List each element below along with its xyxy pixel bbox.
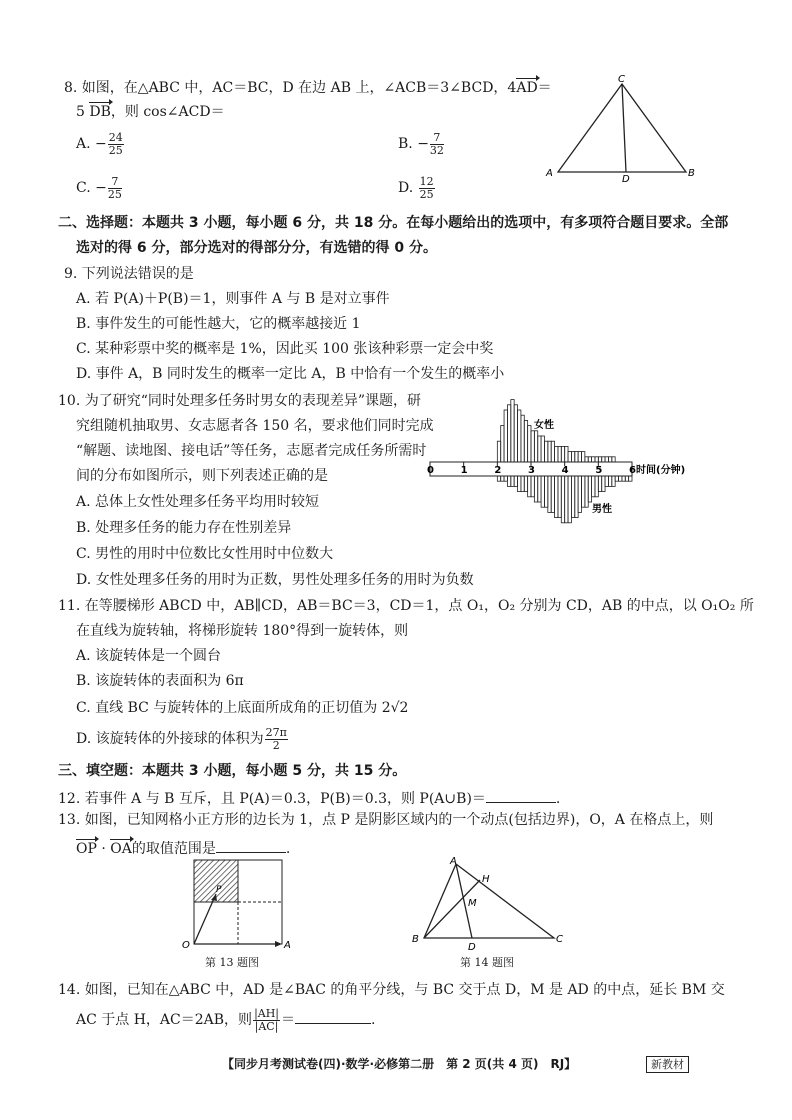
female-bar <box>612 457 615 462</box>
male-bar <box>622 476 625 481</box>
female-bar <box>582 452 585 462</box>
label-d: D <box>622 174 630 184</box>
female-bar <box>541 436 544 462</box>
q13-text: 的取值范围是 <box>131 841 216 857</box>
option-label: D. <box>398 180 418 197</box>
female-bar <box>521 415 524 462</box>
label-a: A <box>284 940 291 951</box>
female-bar <box>531 431 534 462</box>
male-bar <box>555 476 558 518</box>
female-bar <box>592 457 595 462</box>
q8-option-d <box>398 176 436 200</box>
male-bar <box>625 476 628 481</box>
q8-stem-text: 8. 如图，在△ABC 中，AC＝BC，D 在边 AB 上，∠ACB＝3∠BCD，4 <box>64 80 517 96</box>
label-b: B <box>688 168 695 179</box>
male-bar <box>585 476 588 507</box>
female-bar <box>578 452 581 462</box>
q10-option-a: A. 总体上女性处理多任务平均用时较短 <box>76 494 320 510</box>
q13-stem-line1: 13. 如图，已知网格小正方形的边长为 1，点 P 是阴影区域内的一个动点(包括边界)，O，A 在格点上，则 <box>58 812 714 828</box>
female-bar <box>507 405 510 462</box>
female-bar <box>548 441 551 462</box>
male-label: 男性 <box>592 504 612 515</box>
q11-option-b: B. 该旋转体的表面积为 6π <box>76 673 244 689</box>
option-label: C. − <box>76 180 107 197</box>
male-bar <box>528 476 531 497</box>
numerator: 7 <box>108 176 122 189</box>
female-label: 女性 <box>534 420 554 431</box>
male-bar <box>582 476 585 507</box>
q10-option-b: B. 处理多任务的能力存在性别差异 <box>76 520 292 536</box>
male-bar <box>578 476 581 512</box>
female-bar <box>551 441 554 462</box>
q14-text: AC 于点 H，AC＝2AB，则 <box>76 1012 253 1029</box>
female-bar <box>598 457 601 462</box>
axis-title: 时间(分钟) <box>636 465 686 476</box>
male-bar <box>501 476 504 481</box>
q10-stem-line1: 10. 为了研究“同时处理多任务时男女的表现差异”课题，研 <box>58 393 422 409</box>
denominator: |AC| <box>254 1019 279 1033</box>
vector-db: DB <box>89 104 111 120</box>
q10-stem-line4: 间的分布如图所示，则下列表述正确的是 <box>76 468 328 484</box>
axis-tick-label: 0 <box>427 465 434 476</box>
q9-option-b: B. 事件发生的可能性越大，它的概率越接近 1 <box>76 316 361 332</box>
numerator: 7 <box>430 132 444 145</box>
axis-tick-label: 2 <box>494 465 502 476</box>
new-textbook-badge: 新教材 <box>646 1056 689 1073</box>
male-bar <box>521 476 524 492</box>
period: . <box>371 1012 376 1029</box>
female-bar <box>497 441 500 462</box>
q9-option-c: C. 某种彩票中奖的概率是 1%，因此买 100 张该种彩票一定会中奖 <box>76 341 494 357</box>
female-bar <box>575 452 578 462</box>
label-b: B <box>412 934 419 945</box>
male-bar <box>548 476 551 512</box>
q12-answer-blank[interactable] <box>486 788 556 803</box>
period: . <box>555 791 561 807</box>
q11-option-d <box>76 727 289 751</box>
female-bars <box>497 400 615 462</box>
male-bar <box>558 476 561 518</box>
male-bar <box>595 476 598 497</box>
label-a: A <box>546 168 553 179</box>
male-bar <box>588 476 591 502</box>
axis-ticks <box>427 462 636 476</box>
male-bar <box>531 476 534 497</box>
female-bar <box>511 400 514 462</box>
female-bar <box>565 446 568 462</box>
label-p: P <box>216 885 222 895</box>
male-bar <box>561 476 564 523</box>
male-bar <box>507 476 510 486</box>
denominator: 25 <box>108 143 123 157</box>
q8-option-c <box>76 176 123 200</box>
label-c: C <box>618 74 625 85</box>
female-bar <box>514 405 517 462</box>
female-bar <box>534 431 537 462</box>
female-bar <box>605 457 608 462</box>
male-bar <box>629 476 632 481</box>
male-bar <box>602 476 605 492</box>
female-bar <box>518 410 521 462</box>
denominator: 2 <box>272 738 280 752</box>
female-bar <box>595 457 598 462</box>
q9-option-d: D. 事件 A，B 同时发生的概率一定比 A，B 中恰有一个发生的概率小 <box>76 366 505 382</box>
numerator: 24 <box>108 131 123 144</box>
q8-stem-line1 <box>64 80 552 97</box>
fraction <box>253 1008 280 1032</box>
male-bar <box>592 476 595 497</box>
female-bar <box>568 452 571 462</box>
label-o: O <box>182 940 190 951</box>
numerator: |AH| <box>254 1007 280 1020</box>
segment-bh <box>424 880 480 938</box>
q13-figure-caption: 第 13 题图 <box>205 956 259 969</box>
dot-product: · <box>96 841 111 857</box>
q12-stem <box>58 788 560 808</box>
female-bar <box>538 436 541 462</box>
q11-option-c: C. 直线 BC 与旋转体的上底面所成角的正切值为 2√2 <box>76 700 409 716</box>
male-bars <box>497 476 632 523</box>
q10-stem-line2: 究组随机抽取男、女志愿者各 150 名，要求他们同时完成 <box>76 418 434 434</box>
female-bar <box>588 457 591 462</box>
male-bar <box>615 476 618 481</box>
q8-coef: 5 <box>76 104 85 120</box>
fraction <box>419 176 435 200</box>
numerator: 12 <box>419 175 434 188</box>
axis-tick-label: 3 <box>528 465 535 476</box>
q8-option-b <box>398 132 445 156</box>
axis-tick-label: 1 <box>460 465 468 476</box>
fraction <box>108 176 122 200</box>
q14-answer-blank[interactable] <box>295 1009 371 1024</box>
male-bar <box>598 476 601 492</box>
q11-stem-line1: 11. 在等腰梯形 ABCD 中，AB∥CD，AB＝BC＝3，CD＝1，点 O₁，O₂ 分别为 CD，AB 的中点，以 O₁O₂ 所 <box>58 598 754 614</box>
male-bar <box>612 476 615 486</box>
fraction <box>430 132 444 156</box>
female-bar <box>608 457 611 462</box>
q12-text: 12. 若事件 A 与 B 互斥，且 P(A)＝0.3，P(B)＝0.3，则 P(A∪B)＝ <box>58 791 486 807</box>
q14-triangle-figure <box>404 856 574 952</box>
q14-stem-line2 <box>76 1008 375 1032</box>
male-bar <box>565 476 568 523</box>
label-m: M <box>468 898 477 909</box>
axis-tick-label: 6 <box>629 465 636 476</box>
female-bar <box>561 446 564 462</box>
female-bar <box>528 426 531 462</box>
option-text: D. 该旋转体的外接球的体积为 <box>76 731 264 748</box>
q10-time-histogram <box>424 390 704 550</box>
male-bar <box>511 476 514 486</box>
q10-option-d: D. 女性处理多任务的用时为正数，男性处理多任务的用时为负数 <box>76 572 474 588</box>
section2-header-line1: 二、选择题：本题共 3 小题，每小题 6 分，共 18 分。在每小题给出的选项中，有多项符合题目要求。全部 <box>58 215 729 231</box>
male-bar <box>518 476 521 492</box>
q8-question: ，则 cos∠ACD＝ <box>110 104 225 120</box>
male-bar <box>541 476 544 507</box>
vector-ad: AD <box>516 80 538 96</box>
fraction <box>265 727 288 751</box>
female-bar <box>501 426 504 462</box>
label-d: D <box>468 942 476 952</box>
female-bar <box>544 441 547 462</box>
female-bar <box>602 457 605 462</box>
q11-option-a: A. 该旋转体是一个圆台 <box>76 648 222 664</box>
male-bar <box>514 476 517 486</box>
male-bar <box>575 476 578 518</box>
vector-oa: OA <box>110 841 132 857</box>
female-bar <box>555 446 558 462</box>
q13-answer-blank[interactable] <box>216 838 286 853</box>
q13-grid-figure <box>176 852 296 952</box>
q8-equals: ＝ <box>537 80 552 96</box>
fraction <box>108 132 124 156</box>
option-label: A. − <box>76 136 107 153</box>
section3-header: 三、填空题：本题共 3 小题，每小题 5 分，共 15 分。 <box>58 763 407 779</box>
axis-tick-label: 4 <box>561 465 569 476</box>
denominator: 25 <box>107 187 122 201</box>
q11-stem-line2: 在直线为旋转轴，将梯形旋转 180°得到一旋转体，则 <box>76 623 409 639</box>
label-h: H <box>482 874 490 885</box>
denominator: 25 <box>419 187 434 201</box>
vector-op: OP <box>76 841 97 857</box>
female-bar <box>558 446 561 462</box>
section2-header-line2: 选对的得 6 分，部分选对的得部分分，有选错的得 0 分。 <box>76 240 437 256</box>
male-bar <box>619 476 622 481</box>
q9-stem: 9. 下列说法错误的是 <box>64 266 194 282</box>
male-bar <box>534 476 537 502</box>
q9-option-a: A. 若 P(A)＋P(B)＝1，则事件 A 与 B 是对立事件 <box>76 291 390 307</box>
male-bar <box>551 476 554 512</box>
page-footer: 【同步月考测试卷(四)·数学·必修第二册 第 2 页(共 4 页) RJ】 <box>222 1057 577 1071</box>
male-bar <box>571 476 574 518</box>
numerator: 27π <box>265 726 287 739</box>
q10-option-c: C. 男性的用时中位数比女性用时中位数大 <box>76 546 334 562</box>
q14-stem-line1: 14. 如图，已知在△ABC 中，AD 是∠BAC 的角平分线，与 BC 交于点 D，M 是 AD 的中点，延长 BM 交 <box>58 982 725 998</box>
period: . <box>285 841 291 857</box>
female-bar <box>571 452 574 462</box>
arrowhead <box>275 941 282 947</box>
male-bar <box>538 476 541 502</box>
q8-option-a <box>76 132 125 156</box>
segment-cd <box>622 84 626 172</box>
male-bar <box>524 476 527 492</box>
q14-figure-caption: 第 14 题图 <box>460 956 514 969</box>
option-label: B. − <box>398 136 429 153</box>
q8-stem-line2 <box>76 104 225 121</box>
female-bar <box>504 410 507 462</box>
q10-stem-line3: “解题、读地图、接电话”等任务，志愿者完成任务所需时 <box>76 443 427 459</box>
denominator: 32 <box>429 143 444 157</box>
female-bar <box>524 420 527 462</box>
label-c: C <box>556 934 563 945</box>
label-a: A <box>450 856 457 867</box>
female-bar <box>585 457 588 462</box>
q8-triangle-figure <box>536 72 706 184</box>
male-bar <box>568 476 571 523</box>
male-bar <box>608 476 611 486</box>
equals: ＝ <box>281 1012 296 1029</box>
male-bar <box>504 476 507 481</box>
male-bar <box>497 476 500 481</box>
male-bar <box>544 476 547 507</box>
male-bar <box>605 476 608 486</box>
axis-tick-label: 5 <box>595 465 603 476</box>
